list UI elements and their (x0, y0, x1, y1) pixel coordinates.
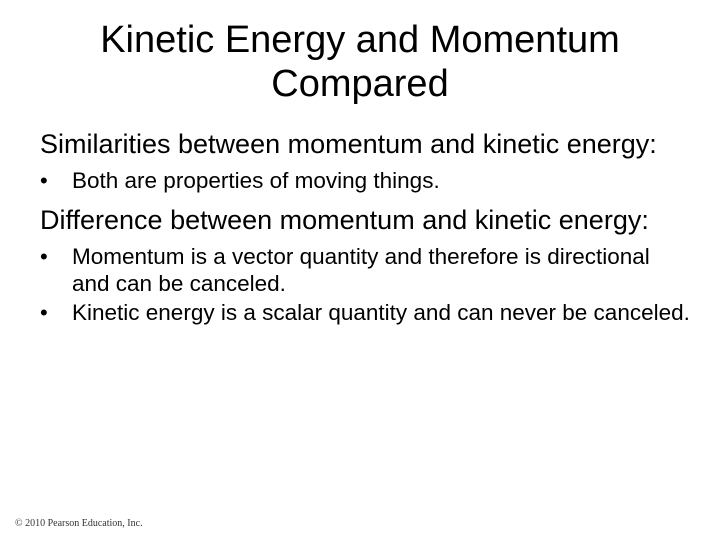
slide-title-line-2: Compared (271, 63, 449, 105)
bullet-text: Both are properties of moving things. (72, 168, 440, 193)
bullet-text: Kinetic energy is a scalar quantity and can never be canceled. (72, 300, 690, 325)
bullet-icon: • (40, 168, 48, 193)
slide-title (20, 18, 700, 106)
bullet-item (40, 299, 690, 326)
bullet-list (40, 167, 690, 194)
bullet-item (40, 167, 690, 194)
bullet-text: Momentum is a vector quantity and therefore is directional and can be canceled. (72, 244, 650, 296)
bullet-icon: • (40, 244, 48, 269)
bullet-list (40, 243, 690, 326)
section-heading: Difference between momentum and kinetic energy: (40, 205, 649, 235)
copyright-footer: © 2010 Pearson Education, Inc. (15, 518, 143, 529)
slide-title-line-1: Kinetic Energy and Momentum (100, 19, 620, 61)
section-heading: Similarities between momentum and kinetic energy: (40, 129, 657, 159)
section-similarities (40, 128, 690, 194)
section-differences (40, 204, 690, 326)
bullet-icon: • (40, 300, 48, 325)
slide-body (40, 128, 690, 332)
bullet-item (40, 243, 690, 297)
